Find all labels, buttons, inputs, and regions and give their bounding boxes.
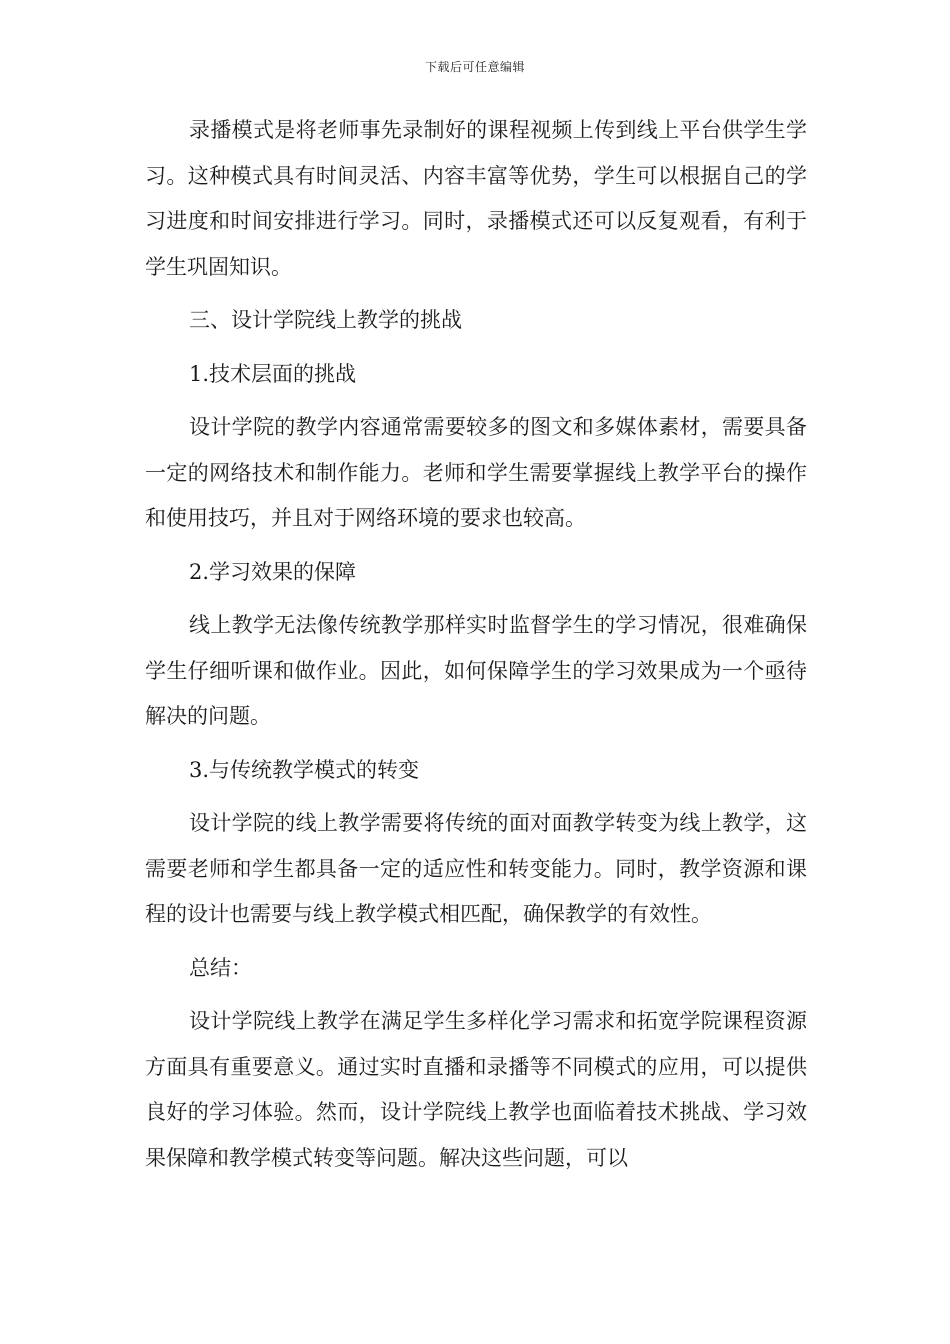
- document-body: [145, 108, 807, 1189]
- paragraph-recorded-mode: 录播模式是将老师事先录制好的课程视频上传到线上平台供学生学习。这种模式具有时间灵活、内容丰富等优势，学生可以根据自己的学习进度和时间安排进行学习。同时，录播模式还可以反复观看，有利于学生巩固知识。: [145, 118, 807, 279]
- section-heading-challenges: 三、设计学院线上教学的挑战: [189, 308, 462, 332]
- heading-summary: 总结：: [189, 955, 252, 980]
- subheading-technical: 1.技术层面的挑战: [189, 361, 357, 386]
- paragraph-transition: 设计学院的线上教学需要将传统的面对面教学转变为线上教学，这需要老师和学生都具备一定的适应性和转变能力。同时，教学资源和课程的设计也需要与线上教学模式相匹配，确保教学的有效性。: [145, 811, 807, 926]
- subheading-learning-effect: 2.学习效果的保障: [189, 559, 357, 584]
- paragraph-technical: 设计学院的教学内容通常需要较多的图文和多媒体素材，需要具备一定的网络技术和制作能力。老师和学生需要掌握线上教学平台的操作和使用技巧，并且对于网络环境的要求也较高。: [145, 415, 807, 530]
- page-header: 下载后可任意编辑: [424, 60, 525, 74]
- paragraph-learning-effect: 线上教学无法像传统教学那样实时监督学生的学习情况，很难确保学生仔细听课和做作业。因此，如何保障学生的学习效果成为一个亟待解决的问题。: [145, 613, 807, 728]
- subheading-transition: 3.与传统教学模式的转变: [189, 757, 420, 782]
- paragraph-summary: 设计学院线上教学在满足学生多样化学习需求和拓宽学院课程资源方面具有重要意义。通过实时直播和录播等不同模式的应用，可以提供良好的学习体验。然而，设计学院线上教学也面临着技术挑战、学习效果保障和教学模式转变等问题。解决这些问题，可以: [145, 1009, 807, 1170]
